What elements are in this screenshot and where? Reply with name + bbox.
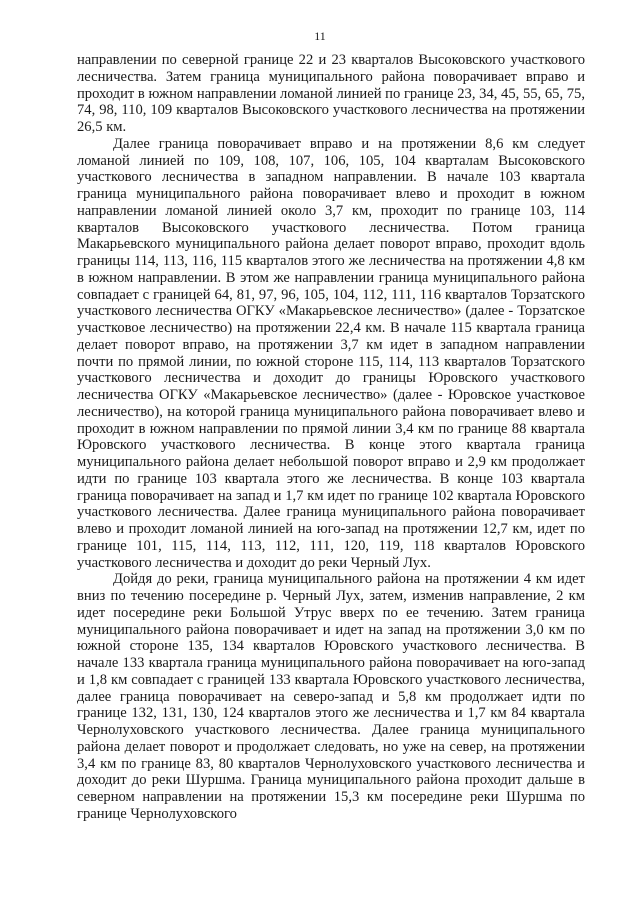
paragraph-2: Далее граница поворачивает вправо и на протяжении 8,6 км следует ломаной линией по 109, 108, 107, 106, 105, 104 кварталам Высоковского участкового лесничества в западном направлении. В начале 103 квартала граница муниципального района поворачивает влево и проходит в южном направлении ломаной линией около 3,7 км, проходит по границе 103, 114 кварталов Высоковского участкового лесничества. Потом граница Макарьевского муниципального района делает поворот вправо, проходит вдоль границы 114, 113, 116, 115 кварталов этого же лесничества на протяжении 4,8 км в южном направлении. В этом же направлении граница муниципального района совпадает с границей 64, 81, 97, 96, 105, 104, 112, 111, 116 кварталов Торзатского участкового лесничества ОГКУ «Макарьевское лесничество» (далее - Торзатское участковое лесничество) на протяжении 22,4 км. В начале 115 квартала граница делает поворот вправо, на протяжении 3,7 км идет в западном направлении почти по прямой линии, по южной стороне 115, 114, 113 кварталов Торзатского участкового лесничества и доходит до границы Юровского участкового лесничества ОГКУ «Макарьевское лесничество» (далее - Юровское участковое лесничество), на которой граница муниципального района поворачивает влево и проходит в южном направлении по прямой линии 3,4 км по границе 88 квартала Юровского участкового лесничества. В конце этого квартала граница муниципального района делает небольшой поворот вправо и 2,9 км продолжает идти по границе 103 квартала этого же лесничества. В конце 103 квартала граница поворачивает на запад и 1,7 км идет по границе 102 квартала Юровского участкового лесничества. Далее граница муниципального района поворачивает влево и проходит ломаной линией на юго-запад на протяжении 12,7 км, идет по границе 101, 115, 114, 113, 112, 111, 120, 119, 118 кварталов Юровского участкового лесничества и доходит до реки Черный Лух. [77, 135, 585, 571]
paragraph-3: Дойдя до реки, граница муниципального района на протяжении 4 км идет вниз по течению посередине р. Черный Лух, затем, изменив направление, 2 км идет посередине реки Большой Утрус вверх по ее течению. Затем граница муниципального района поворачивает и идет на запад на протяжении 3,0 км по южной стороне 135, 134 кварталов Юровского участкового лесничества. В начале 133 квартала граница муниципального района поворачивает на юго-запад и 1,8 км совпадает с границей 133 квартала Юровского участкового лесничества, далее граница поворачивает на северо-запад и 5,8 км продолжает идти по границе 132, 131, 130, 124 кварталов этого же лесничества и 1,7 км 84 квартала Чернолуховского участкового лесничества. Далее граница муниципального района делает поворот и продолжает следовать, но уже на север, на протяжении 3,4 км по границе 83, 80 кварталов Чернолуховского участкового лесничества и доходит до реки Шуршма. Граница муниципального района проходит дальше в северном направлении на протяжении 15,3 км посередине реки Шуршма по границе Чернолуховского [77, 571, 585, 822]
paragraph-1: направлении по северной границе 22 и 23 кварталов Высоковского участкового лесничества. Затем граница муниципального района поворачивает вправо и проходит в южном направлении ломаной линией по границе 23, 34, 45, 55, 65, 75, 74, 98, 110, 109 кварталов Высоковского участкового лесничества на протяжении 26,5 км. [77, 52, 585, 135]
document-body [77, 52, 585, 823]
page-number: 11 [314, 29, 326, 43]
